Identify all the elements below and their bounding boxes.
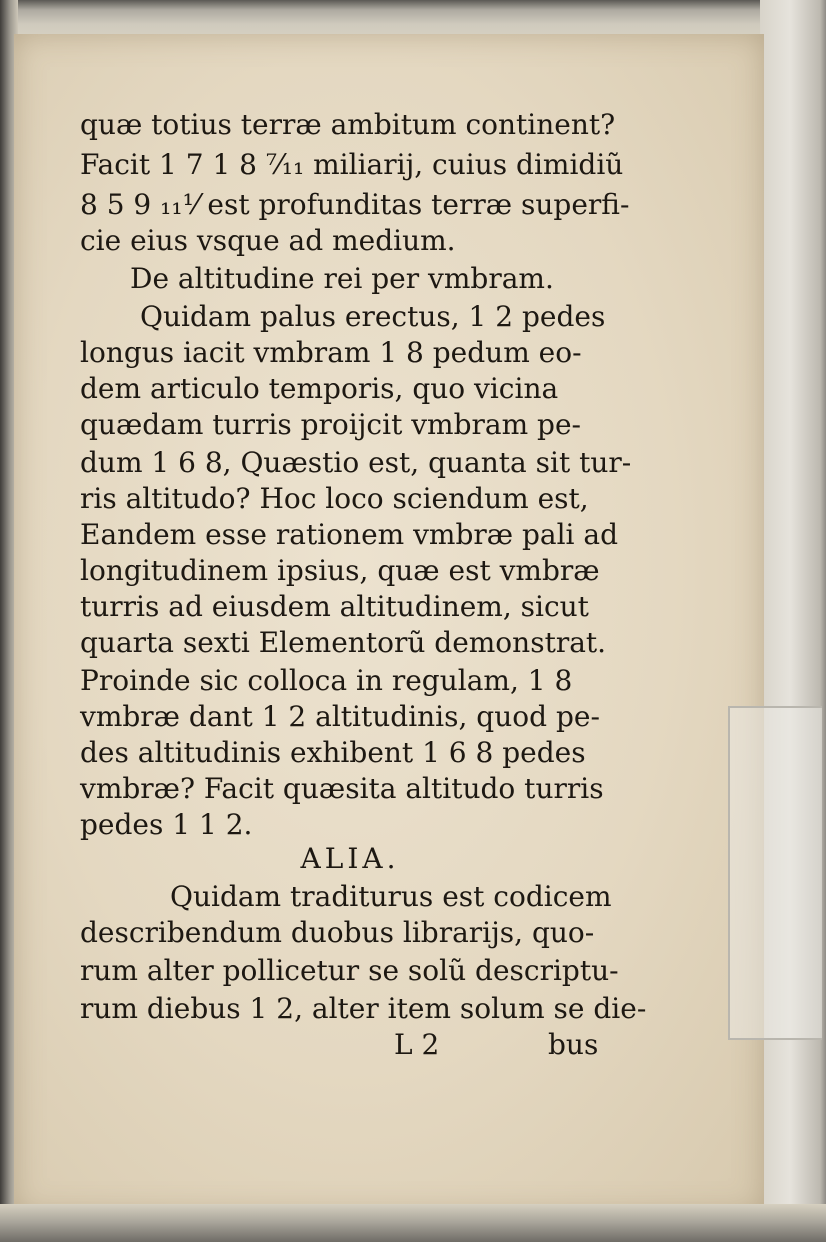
text-line: longus iacit vmbram 1 8 pedum eo- [80,336,582,369]
text-line: rum diebus 1 2, alter item solum se die- [80,992,647,1025]
clear-page-tab [728,706,822,1040]
text-line: longitudinem ipsius, quæ est vmbræ [80,554,600,587]
text-line: Proinde sic colloca in regulam, 1 8 [80,664,573,697]
signature-mark: L 2 [394,1028,440,1061]
text-line: ris altitudo? Hoc loco sciendum est, [80,482,589,515]
section-heading: De altitudine rei per vmbram. [130,262,554,295]
text-line: Quidam traditurus est codicem [170,880,612,913]
text-line: pedes 1 1 2. [80,808,253,841]
text-line: Quidam palus erectus, 1 2 pedes [140,300,606,333]
text-line: des altitudinis exhibent 1 6 8 pedes [80,736,586,769]
section-heading-alia: ALIA. [300,842,400,875]
text-line: quædam turris proijcit vmbram pe- [80,408,581,441]
text-line: vmbræ dant 1 2 altitudinis, quod pe- [80,700,600,733]
text-line: cie eius vsque ad medium. [80,224,456,257]
text-line: quarta sexti Elementorũ demonstrat. [80,626,607,659]
text-line: rum alter pollicetur se solũ descriptu- [80,954,619,987]
text-line: quæ totius terræ ambitum continent? [80,108,616,141]
right-cover-board [760,0,826,1242]
text-line: turris ad eiusdem altitudinem, sicut [80,590,589,623]
text-line: dem articulo temporis, quo vicina [80,372,559,405]
text-line: Facit 1 7 1 8 ⁷⁄₁₁ miliarij, cuius dimidiũ [80,148,624,181]
text-line: vmbræ? Facit quæsita altitudo turris [80,772,604,805]
catchword: bus [548,1028,599,1061]
text-line: describendum duobus librarijs, quo- [80,916,595,949]
bottom-book-edge [0,1204,826,1242]
text-line: dum 1 6 8, Quæstio est, quanta sit tur- [80,446,632,479]
text-line: Eandem esse rationem vmbræ pali ad [80,518,619,551]
text-line: 8 5 9 ₁₁¹⁄ est profunditas terræ superfi- [80,188,630,221]
